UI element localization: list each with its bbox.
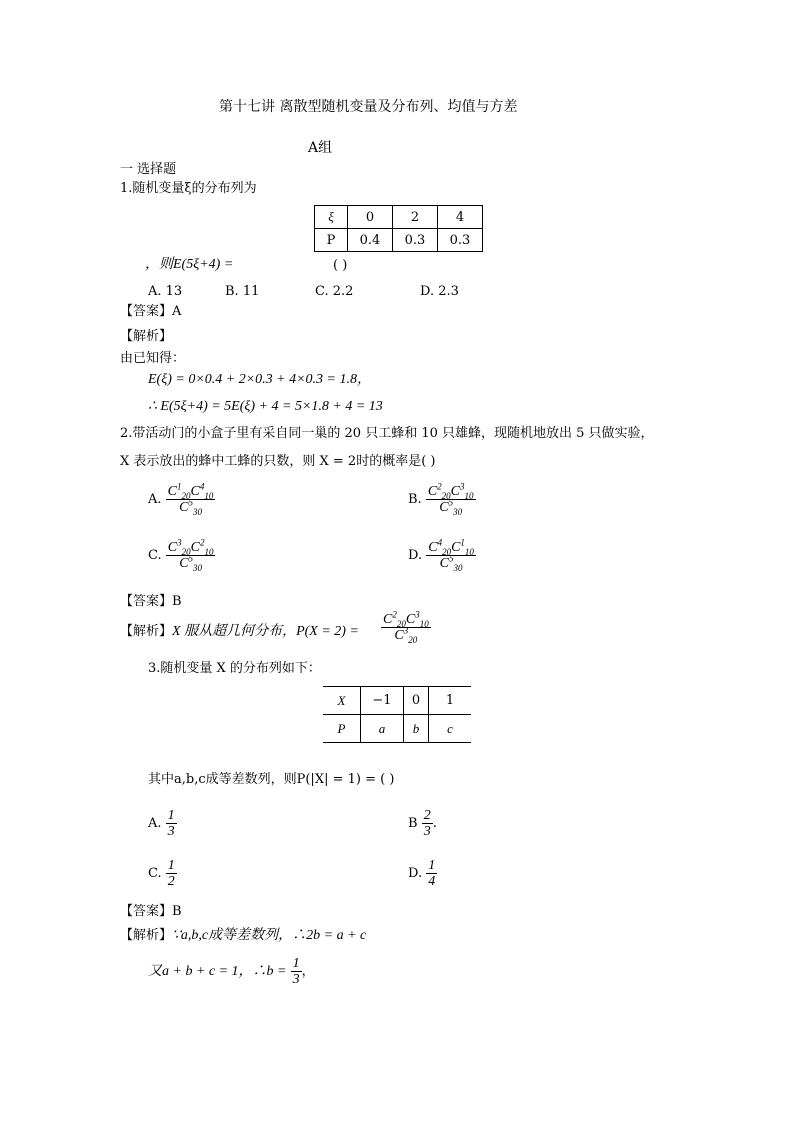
q3-table-cell: c (447, 720, 453, 736)
q3-analysis-label: 【解析】 (120, 928, 173, 943)
q1-option-d: D. 2.3 (420, 284, 459, 299)
q1-option-c: C. 2.2 (315, 284, 354, 299)
q1-option-b: B. 11 (225, 284, 260, 299)
q1-table-cell: 0.3 (438, 229, 483, 252)
q1-stem: 1.随机变量ξ的分布列为 (120, 181, 257, 196)
q2-option-d: D. $\frac{C^4_{20}C^1_{10}}{C^5_{30}}$ (408, 537, 474, 573)
q1-step2: ∴ E(5ξ+4) = 5E(ξ) + 4 = 5×1.8 + 4 = 13 (148, 399, 383, 414)
q2-answer: 【答案】B (120, 594, 182, 609)
q3-analysis (120, 929, 366, 943)
q2-analysis-fraction: $\frac{C^2_{20}C^3_{10}}{C^3_{20}}$ (383, 609, 429, 645)
q1-paren: ( ) (333, 258, 348, 273)
q3-analysis-text2: 又a + b + c = 1，∴b = (148, 964, 287, 979)
q1-question: ，则E(5ξ+4) = (145, 257, 234, 272)
q3-answer: 【答案】B (120, 904, 182, 919)
q2-option-label: C. (148, 548, 162, 563)
q1-table-cell: 0 (348, 206, 393, 229)
q1-analysis-label: 【解析】 (120, 329, 173, 344)
q3-analysis-line2: 又a + b + c = 1，∴b = $\frac{1}{3}$ ， (148, 956, 315, 987)
q3-table-cell: −1 (361, 687, 404, 715)
q2-option-label: A. (148, 492, 162, 507)
q3-option-b: B $\frac{2}{3}$ . (408, 808, 437, 839)
q3-option-label: A. (148, 816, 162, 831)
q1-table-cell: 4 (438, 206, 483, 229)
q2-stem-line2: X 表示放出的蜂中工蜂的只数，则 X = 2时的概率是( ) (120, 454, 436, 469)
q1-table-cell: 0.3 (393, 229, 438, 252)
q1-table-cell: P (315, 229, 348, 252)
q3-option-a: A. $\frac{1}{3}$ (148, 808, 175, 839)
q3-option-label: C. (148, 866, 162, 881)
q3-table-cell: 0 (404, 687, 429, 715)
q1-step1: E(ξ) = 0×0.4 + 2×0.3 + 4×0.3 = 1.8， (148, 372, 372, 387)
q1-table-cell: 0.4 (348, 229, 393, 252)
page-title: 第十七讲 离散型随机变量及分布列、均值与方差 (219, 99, 518, 115)
q3-table-cell: P (323, 715, 361, 743)
q2-option-b: B. $\frac{C^2_{20}C^3_{10}}{C^5_{30}}$ (408, 481, 474, 517)
q3-question: 其中a,b,c成等差数列，则P(|X| = 1) = ( ) (148, 772, 395, 787)
group-label: A组 (308, 140, 333, 156)
q3-table-cell: a (361, 715, 404, 743)
q1-answer: 【答案】A (120, 304, 182, 319)
q3-option-c: C. $\frac{1}{2}$ (148, 858, 175, 889)
q1-distribution-table (314, 205, 483, 252)
q2-analysis-text: X 服从超几何分布，P(X = 2) = (172, 624, 359, 639)
q1-table-cell: ξ (315, 206, 348, 229)
q3-distribution-table (323, 686, 471, 743)
q3-analysis-text1: ∵a,b,c成等差数列，∴2b = a + c (172, 928, 367, 943)
q2-analysis-label: 【解析】 (120, 624, 173, 639)
q3-table-cell: 1 (445, 693, 455, 708)
q2-option-label: B. (408, 492, 422, 507)
q1-option-a: A. 13 (148, 284, 183, 299)
q3-option-d: D. $\frac{1}{4}$ (408, 858, 436, 889)
q2-option-label: D. (408, 548, 423, 563)
q1-analysis-intro: 由已知得： (120, 351, 186, 366)
q3-option-label: B (408, 816, 418, 831)
section-heading: 一 选择题 (120, 162, 177, 177)
q2-option-c: C. $\frac{C^3_{20}C^2_{10}}{C^5_{30}}$ (148, 537, 214, 573)
q3-option-label: D. (408, 866, 423, 881)
q1-table-cell: 2 (393, 206, 438, 229)
q3-table-cell: X (323, 687, 361, 715)
q2-stem-line1: 2.带活动门的小盒子里有采自同一巢的 20 只工蜂和 10 只雄蜂，现随机地放出 5 只做实验， (120, 426, 654, 441)
q2-analysis (120, 625, 359, 639)
q3-table-cell: b (404, 715, 429, 743)
q2-option-a: A. $\frac{C^1_{20}C^4_{10}}{C^5_{30}}$ (148, 481, 214, 517)
q3-stem: 3.随机变量 X 的分布列如下： (148, 661, 321, 676)
